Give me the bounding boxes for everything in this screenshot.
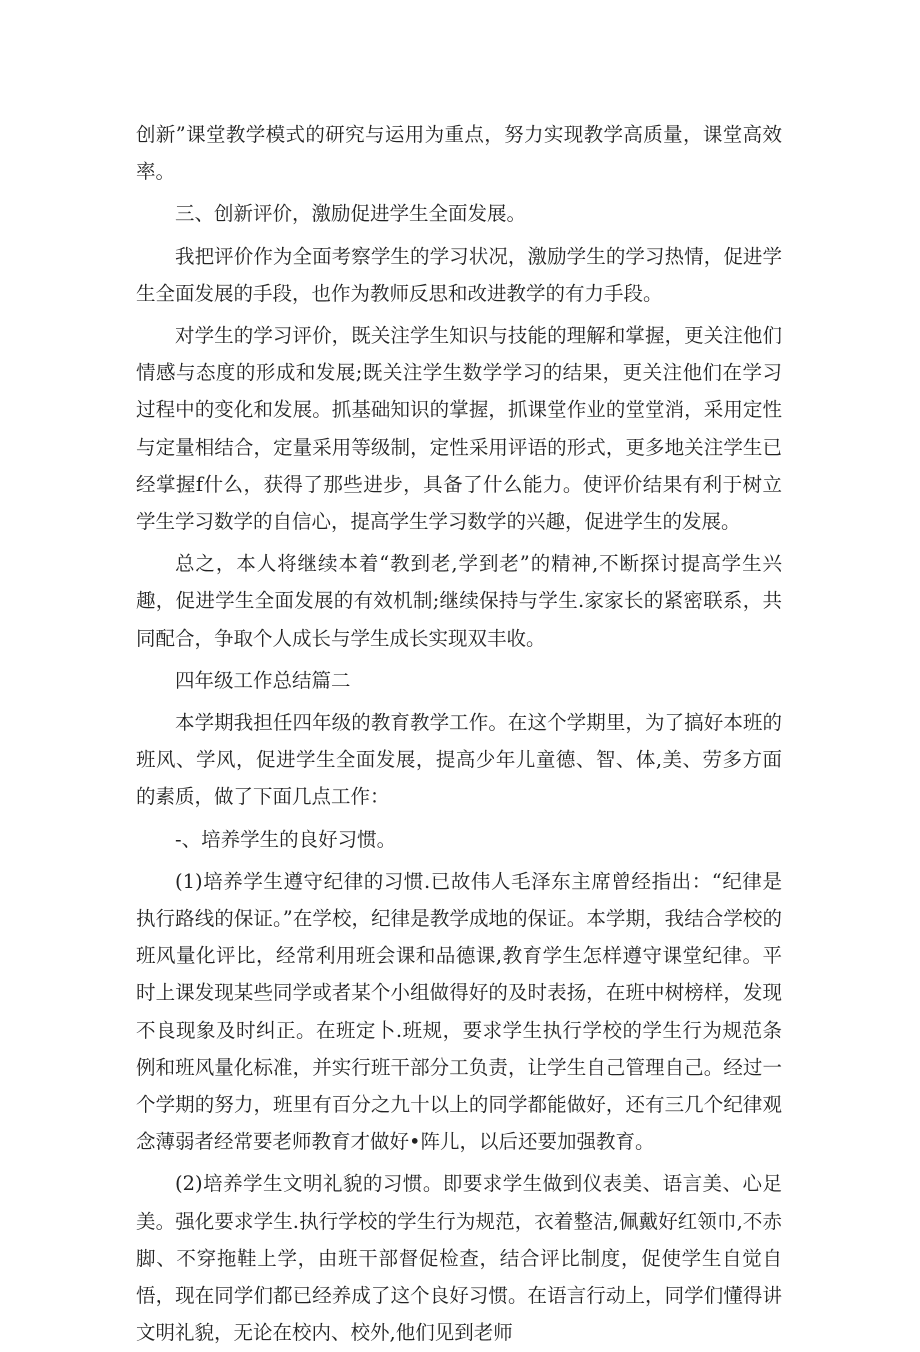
paragraph-evaluation-method: 对学生的学习评价，既关注学生知识与技能的理解和掌握，更关注他们情感与态度的形成和发展;既关注学生数学学习的结果，更关注他们在学习过程中的变化和发展。抓基础知识的掌握，抓课堂作业的堂堂消，采用定性与定量相结合，定量采用等级制，定性采用评语的形式，更多地关注学生已经掌握f什么，获得了那些进步，具备了什么能力。使评价结果有利于树立学生学习数学的自信心，提高学生学习数学的兴趣，促进学生的发展。 [136,324,782,534]
paragraph-intro-2: 本学期我担任四年级的教育教学工作。在这个学期里，为了搞好本班的班风、学风，促进学生全面发展，提高少年儿童德、智、体,美、劳多方面的素质，做了下面几点工作： [136,711,782,809]
paragraph-courtesy-habit: (2)培养学生文明礼貌的习惯。即要求学生做到仪表美、语言美、心足美。强化要求学生.执行学校的学生行为规范，衣着整洁,佩戴好红领巾,不赤脚、不穿拖鞋上学，由班干部督促检查，结合评比制度，促使学生自觉自悟，现在同学们都已经养成了这个良好习惯。在语言行动上，同学们懂得讲文明礼貌，无论在校内、校外,他们见到老师 [136,1172,782,1345]
paragraph-1: 创新”课堂教学模式的研究与运用为重点，努力实现教学高质量，课堂高效率。 [136,123,782,184]
paragraph-discipline-habit: (1)培养学生遵守纪律的习惯.已故伟人毛泽东主席曾经指出：“纪律是执行路线的保证。”在学校，纪律是教学成地的保证。本学期，我结合学校的班风量化评比，经常利用班会课和品德课,教育学生怎样遵守课堂纪律。平时上课发现某些同学或者某个小组做得好的及时表扬，在班中树榜样，发现不良现象及时纠正。在班定卜.班规，要求学生执行学校的学生行为规范条例和班风量化标准，并实行班干部分工负责，让学生自己管理自己。经过一个学期的努力，班里有百分之九十以上的同学都能做好，还有三几个纪律观念薄弱者经常要老师教育才做好•阵儿，以后还要加强教育。 [136,869,782,1154]
section-heading-1: -、培养学生的良好习惯。 [175,827,397,851]
section-heading-3: 三、创新评价，激励促进学生全面发展。 [175,202,527,226]
document-body [136,116,782,1352]
article-title-2: 四年级工作总结篇二 [175,668,351,692]
paragraph-evaluation-purpose: 我把评价作为全面考察学生的学习状况，激励学生的学习热情，促进学生全面发展的手段，也作为教师反思和改进教学的有力手段。 [136,244,782,305]
paragraph-conclusion: 总之，本人将继续本着“教到老,学到老”的精神,不断探讨提高学生兴趣，促进学生全面发展的有效机制;继续保持与学生.家家长的紧密联系，共同配合，争取个人成长与学生成长实现双丰收。 [136,552,782,650]
